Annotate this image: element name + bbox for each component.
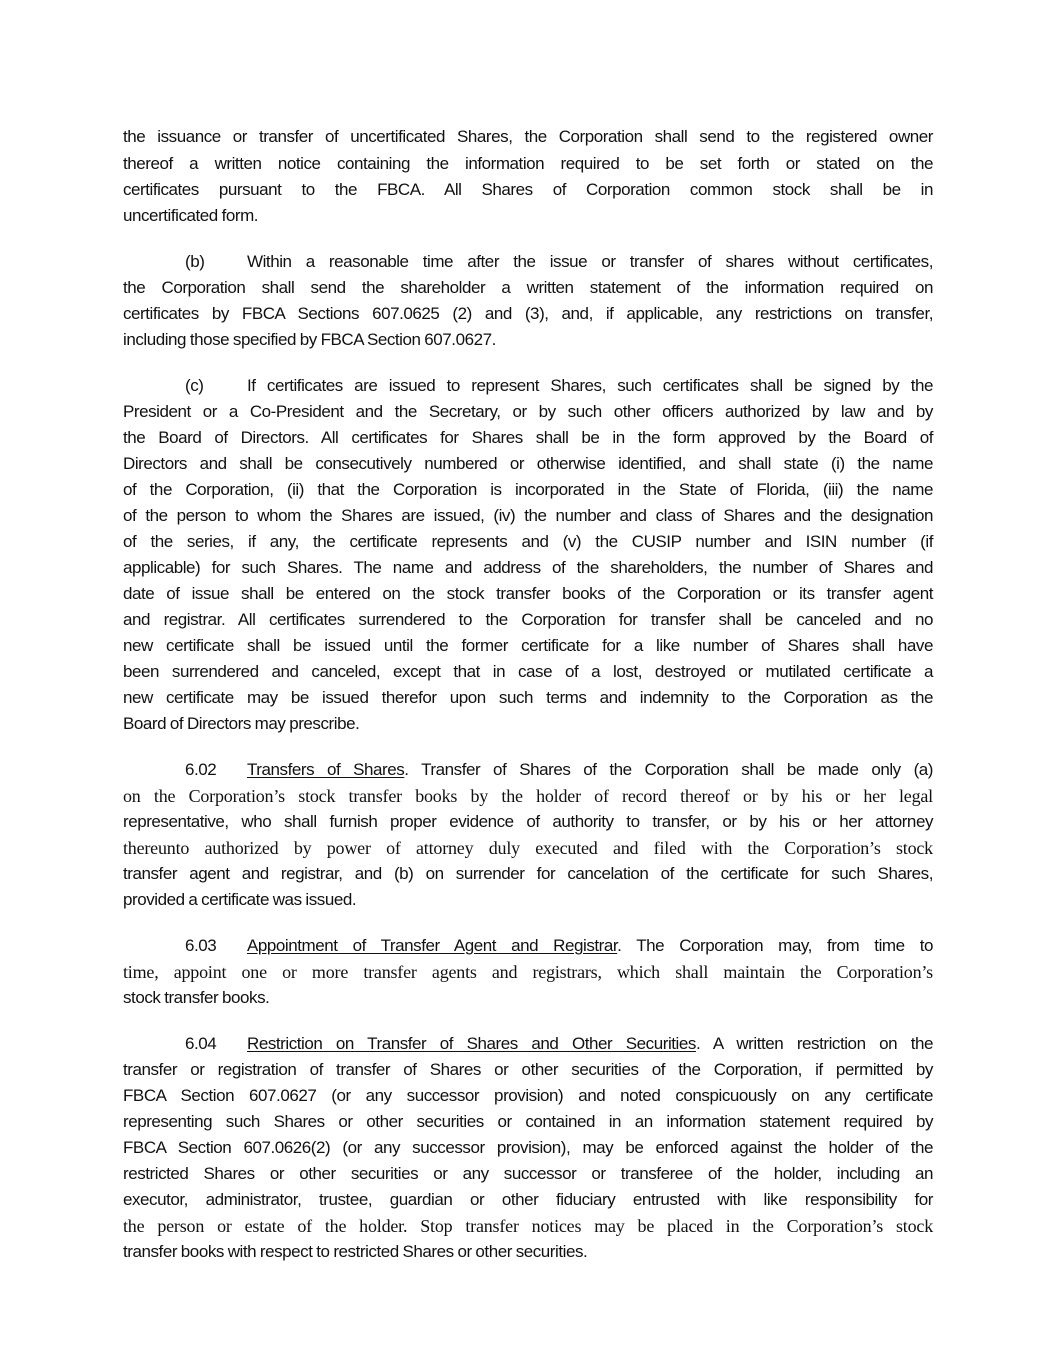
text-line: of the person to whom the Shares are issued, (iv) the number and class of Shares and the designation bbox=[123, 506, 933, 525]
text-span: . A written restriction on the bbox=[695, 1034, 933, 1053]
text-line: the Board of Directors. All certificates for Shares shall be in the form approved by the Board of bbox=[123, 428, 933, 447]
section-heading: Appointment of Transfer Agent and Registrar bbox=[247, 936, 618, 955]
text-span: If certificates are issued to represent Shares, such certificates shall be signed by the bbox=[247, 376, 933, 395]
text-line: new certificate shall be issued until the former certificate for a like number of Shares shall have bbox=[123, 636, 933, 655]
text-line: certificates pursuant to the FBCA. All Shares of Corporation common stock shall be in bbox=[123, 180, 933, 199]
paragraph-b-first-line bbox=[185, 249, 933, 275]
section-6-04-first-line bbox=[185, 1031, 933, 1057]
text-line: new certificate may be issued therefor upon such terms and indemnity to the Corporation as the bbox=[123, 688, 933, 707]
text-line: Board of Directors may prescribe. bbox=[123, 714, 360, 733]
text-line: representing such Shares or other securities or contained in an information statement required by bbox=[123, 1112, 933, 1131]
text-span: Within a reasonable time after the issue or transfer of shares without certificates, bbox=[247, 252, 933, 271]
text-line: President or a Co-President and the Secretary, or by such other officers authorized by law and by bbox=[123, 402, 933, 421]
text-line: certificates by FBCA Sections 607.0625 (2) and (3), and, if applicable, any restrictions on transfer, bbox=[123, 304, 933, 323]
section-6-02-first-line bbox=[185, 757, 933, 783]
text-line: transfer books with respect to restricted Shares or other securities. bbox=[123, 1242, 588, 1261]
section-6-03-first-line bbox=[185, 933, 933, 959]
text-line: the issuance or transfer of uncertificated Shares, the Corporation shall send to the registered owner bbox=[123, 127, 933, 146]
section-heading: Transfers of Shares bbox=[247, 760, 405, 779]
text-line: representative, who shall furnish proper evidence of authority to transfer, or by his or her attorney bbox=[123, 812, 933, 831]
section-number: 6.02 bbox=[185, 760, 217, 779]
text-span: . The Corporation may, from time to bbox=[617, 936, 933, 955]
section-number: 6.04 bbox=[185, 1034, 217, 1053]
text-line: applicable) for such Shares. The name and address of the shareholders, the number of Shares and bbox=[123, 558, 933, 577]
text-line: date of issue shall be entered on the stock transfer books of the Corporation or its transfer agent bbox=[123, 584, 933, 603]
text-line: been surrendered and canceled, except that in case of a lost, destroyed or mutilated certificate a bbox=[123, 662, 933, 681]
text-line: and registrar. All certificates surrendered to the Corporation for transfer shall be canceled and no bbox=[123, 610, 933, 629]
paragraph-label: (b) bbox=[185, 252, 205, 271]
text-line: transfer or registration of transfer of Shares or other securities of the Corporation, if permitted by bbox=[123, 1060, 933, 1079]
section-number: 6.03 bbox=[185, 936, 217, 955]
section-heading: Restriction on Transfer of Shares and Other Securities bbox=[247, 1034, 696, 1053]
text-line: FBCA Section 607.0627 (or any successor provision) and noted conspicuously on any certificate bbox=[123, 1086, 933, 1105]
text-line: FBCA Section 607.0626(2) (or any successor provision), may be enforced against the holder of the bbox=[123, 1138, 933, 1157]
text-line: thereof a written notice containing the information required to be set forth or stated on the bbox=[123, 154, 933, 173]
text-line: provided a certificate was issued. bbox=[123, 890, 357, 909]
text-line: on the Corporation’s stock transfer books by the holder of record thereof or by his or her legal bbox=[123, 786, 933, 806]
paragraph-label: (c) bbox=[185, 376, 204, 395]
text-line: of the series, if any, the certificate represents and (v) the CUSIP number and ISIN number (if bbox=[123, 532, 933, 551]
text-line: the person or estate of the holder. Stop transfer notices may be placed in the Corporation’s stock bbox=[123, 1216, 933, 1236]
text-span: . Transfer of Shares of the Corporation shall be made only (a) bbox=[404, 760, 933, 779]
text-line: executor, administrator, trustee, guardian or other fiduciary entrusted with like responsibility for bbox=[123, 1190, 933, 1209]
text-line: restricted Shares or other securities or any successor or transferee of the holder, including an bbox=[123, 1164, 933, 1183]
text-line: uncertificated form. bbox=[123, 206, 259, 225]
text-line: of the Corporation, (ii) that the Corporation is incorporated in the State of Florida, (iii) the name bbox=[123, 480, 933, 499]
text-line: Directors and shall be consecutively numbered or otherwise identified, and shall state (i) the name bbox=[123, 454, 933, 473]
text-line: the Corporation shall send the shareholder a written statement of the information required on bbox=[123, 278, 933, 297]
text-line: time, appoint one or more transfer agents and registrars, which shall maintain the Corporation’s bbox=[123, 962, 933, 982]
text-line: stock transfer books. bbox=[123, 988, 270, 1007]
text-line: including those specified by FBCA Section 607.0627. bbox=[123, 330, 496, 349]
text-line: thereunto authorized by power of attorney duly executed and filed with the Corporation’s stock bbox=[123, 838, 933, 858]
paragraph-c-first-line bbox=[185, 373, 933, 399]
text-line: transfer agent and registrar, and (b) on surrender for cancelation of the certificate for such Shares, bbox=[123, 864, 933, 883]
